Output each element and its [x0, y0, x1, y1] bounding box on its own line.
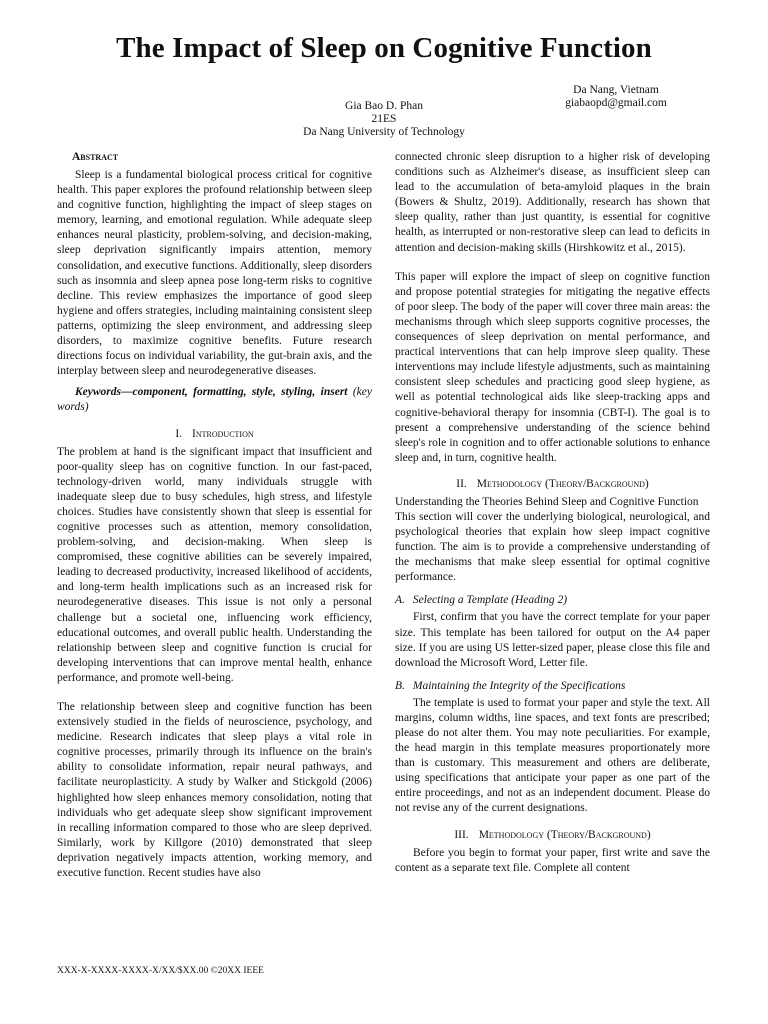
section-heading-methodology-3 [395, 828, 710, 843]
section-heading-methodology [395, 477, 710, 492]
intro-paragraph-2: The relationship between sleep and cognitive function has been extensively studied in the fields of neuroscience, psychology, and medicine. Research indicates that sleep plays a vital role in cognitive processes, primarily through its influence on the brain's ability to consolidate information, repair neural pathways, and facilitate neuroplasticity. A study by Walker and Stickgold (2006) highlighted how sleep enhances memory consolidation, noting that individuals who get adequate sleep show significant improvement in recalling information compared to those who are sleep deprived. Similarly, work by Killgore (2010) demonstrated that sleep deprivation negatively impacts attention, working memory, and executive function. Recent studies have also [57, 701, 372, 880]
methodology-3-paragraph: Before you begin to format your paper, first write and save the content as a separate text file. Complete all content [395, 846, 710, 874]
template-paragraph: First, confirm that you have the correct template for your paper size. This template has been tailored for output on the A4 paper size. If you are using US letter-sized paper, please close this file and download the Microsoft Word, Letter file. [395, 611, 710, 669]
section-title: Methodology (Theory/Background) [478, 828, 651, 841]
intro-paragraph-3: This paper will explore the impact of sleep on cognitive function and propose potential strategies for mitigating the negative effects of poor sleep. The body of the paper will cover three main areas: the mechanisms through which sleep supports cognitive processes, the consequences of sleep deprivation on mental performance, and practical interventions that can help improve sleep quality. These interventions may include lifestyle adjustments, such as maintaining consistent sleep schedules and practicing good sleep hygiene, as well as potential technological aids like sleep-tracking apps and cognitive-behavioral therapy for insomnia (CBT-I). The goal is to present a comprehensive understanding of the science behind sleep's role in cognition and to offer actionable solutions to enhance sleep and, in turn, cognitive health. [395, 270, 710, 464]
abstract-text: Sleep is a fundamental biological process critical for cognitive health. This paper explores the profound relationship between sleep and cognitive function, highlighting the impact of sleep stages on memory, learning, and emotional regulation. While adequate sleep enhances neural plasticity, problem-solving, and decision-making, sleep deprivation significantly impairs attention, memory consolidation, and executive functions. Additionally, sleep disorders such as insomnia and sleep apnea pose long-term risks to cognitive decline. This review emphasizes the importance of good sleep hygiene and offers strategies, including maintaining consistent sleep patterns, optimizing the sleep environment, and addressing sleep disorders, to maximize cognitive benefits. Future research directions focus on individual variability, the gut-brain axis, and the interplay between sleep and neurodegenerative diseases. [57, 169, 372, 378]
author-email: giabaopd@gmail.com [565, 97, 667, 110]
author-block [284, 100, 484, 140]
author-contact [540, 84, 692, 110]
keywords [57, 385, 372, 415]
section-title: Introduction [192, 427, 254, 440]
subsection-number: B. [395, 679, 405, 692]
intro-paragraph-2-continued: connected chronic sleep disruption to a higher risk of developing conditions such as Alzheimer's disease, as insufficient sleep can lead to the accumulation of beta-amyloid plaques in the brain (Bowers & Shultz, 2019). Additionally, research has shown that sleep quality, rather than just quantity, is essential for cognitive health, as interrupted or non-restorative sleep can lead to deficits in attention and decision-making skills (Hirshkowitz et al., 2015). [395, 151, 710, 254]
paper-title: The Impact of Sleep on Cognitive Function [116, 32, 652, 64]
right-column [395, 150, 710, 876]
section-number: II. [456, 477, 467, 490]
subsection-title: Selecting a Template (Heading 2) [412, 594, 568, 607]
left-column [57, 150, 372, 881]
subsection-title: Maintaining the Integrity of the Specifications [412, 679, 626, 692]
section-heading-introduction [57, 427, 372, 442]
integrity-paragraph: The template is used to format your paper and style the text. All margins, column widths, line spaces, and text fonts are prescribed; please do not alter them. You may note peculiarities. For example, the head margin in this template measures proportionately more than is customary. This measurement and others are deliberate, using specifications that anticipate your paper as one part of the entire proceedings, and not as an independent document. Please do not revise any of the current designations. [395, 696, 710, 815]
author-institution: Da Nang University of Technology [303, 126, 465, 139]
keywords-note: (key words) [57, 386, 372, 414]
author-class: 21ES [371, 113, 397, 126]
section-number: I. [175, 427, 183, 440]
intro-paragraph-1: The problem at hand is the significant impact that insufficient and poor-quality sleep has on cognitive function. In our fast-paced, technology-driven world, many individuals struggle with inadequate sleep due to busy schedules, high stress, and lifestyle choices. Studies have consistently shown that sleep is essential for cognitive processes such as attention, memory consolidation, problem-solving, and decision-making. When sleep is compromised, these cognitive abilities can be severely impaired, leading to decreased productivity, increased likelihood of accidents, and long-term health implications such as an increased risk for neurodegenerative diseases. This issue is not only a personal challenge but a societal one, influencing work efficiency, educational outcomes, and overall public health. Understanding the relationship between sleep and cognitive function is crucial for developing interventions that can improve mental health, enhance performance, and promote well-being. [57, 445, 372, 684]
copyright-footer: XXX-X-XXXX-XXXX-X/XX/$XX.00 ©20XX IEEE [57, 966, 264, 976]
abstract-heading: Abstract [72, 151, 119, 163]
author-name: Gia Bao D. Phan [345, 100, 423, 112]
keywords-label: Keywords—component, formatting, style, styling, insert [75, 386, 348, 399]
methodology-paragraph: This section will cover the underlying biological, neurological, and psychological theories that explain how sleep impact cognitive function. The aim is to provide a comprehensive understanding of the mechanisms that make sleep essential for optimal cognitive performance. [395, 510, 710, 584]
subheading-selecting-template [395, 593, 710, 608]
section-number: III. [454, 828, 469, 841]
section-title: Methodology (Theory/Background) [476, 477, 649, 490]
methodology-subtitle: Understanding the Theories Behind Sleep and Cognitive Function [395, 495, 699, 508]
author-location: Da Nang, Vietnam [573, 84, 659, 96]
subheading-integrity [395, 679, 710, 694]
subsection-number: A. [395, 594, 405, 607]
